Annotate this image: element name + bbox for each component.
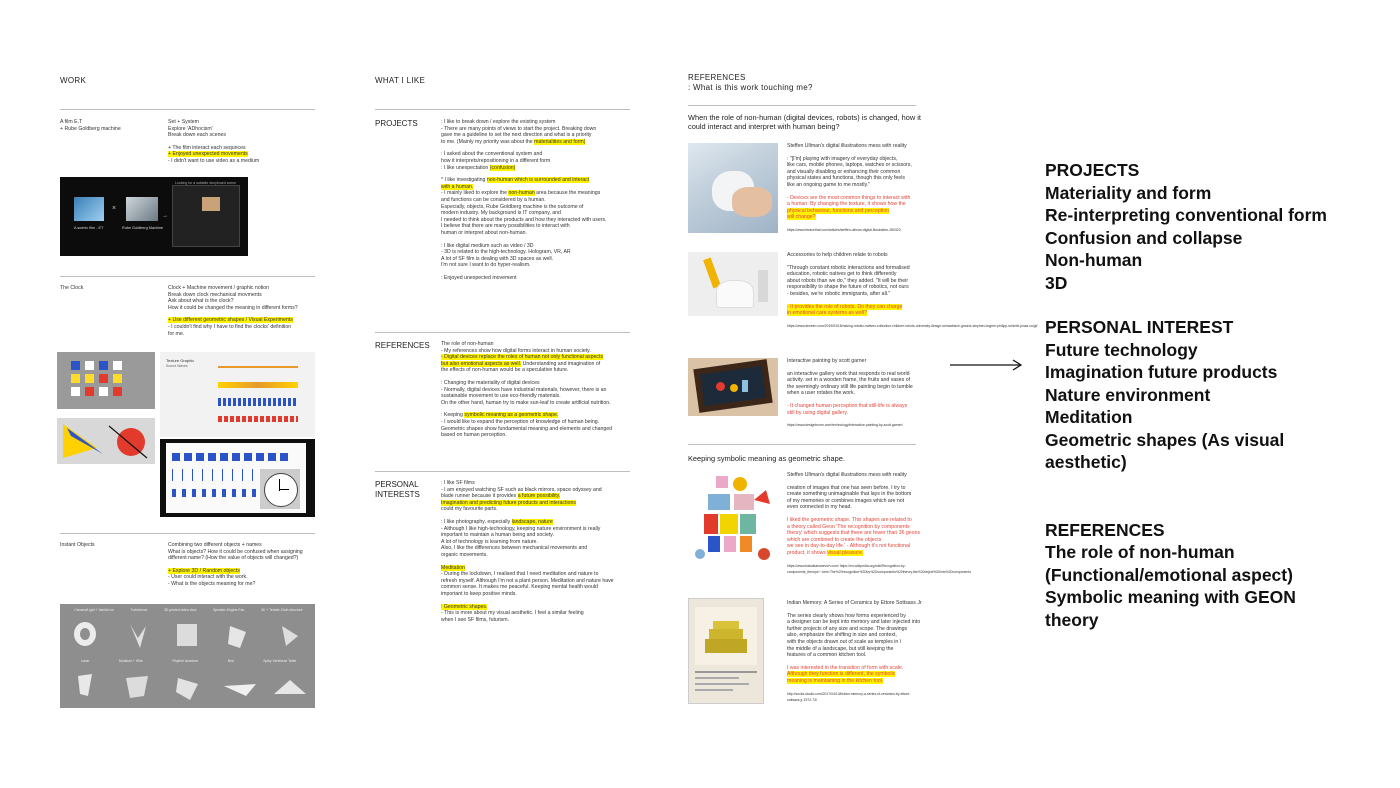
- summary-item: Symbolic meaning with GEON theory: [1045, 587, 1296, 630]
- divider: [60, 533, 315, 534]
- ref5-text: Indian Memory: A Series of Ceramics by Ettore Sottsass Jr The series clearly shows how forms experienced by a designer can be kept into memory and later injected into further projects of any size and scope. The drawings also, emphasize the shifting in size and context, with the objects drawn out of scale as temples in \ the middle of a landscape, but still keeping the features of a common kitchen tool. I was interested in the transition of form with scale. Although they function is different, the symbolic meaning is maintaining in the kitchen tool. http://socks-studio.com/2017/04/13/indian-memory-a-series-of-ceramics-by-ettore-sottsass-jr-1972-73/: [787, 600, 922, 703]
- instant-objects-grid-image: Camera/Light + Vanilla Ice Turbulence 3D printed video view Speaker-Engine-Fan 3D + Tensile Cloth structure Lunar Moisture + Wire Rhythm structure Bed Spiky Vertebrae Table: [60, 604, 315, 708]
- summary-item: (Functional/emotional aspect): [1045, 564, 1293, 585]
- references-label: REFERENCES: [375, 341, 430, 350]
- divider: [375, 332, 630, 333]
- robot-arm-image: [688, 252, 778, 316]
- geometric-poster-image: [57, 418, 155, 464]
- et-notes: Set + System Explore 'ADhocism' Break down each scenes + The film interact each sequnces + Enjoyed unexpected movements - I didn't want to use video as a medium: [168, 119, 260, 164]
- clock-notes: Clock + Machine movement / graphic notion Break down clock mechanical movments Ask about what is the clock? How it could be changed the meaning in different forms? + Use different geometric shapes / Visual Experiments - I couldn't find why I have to find the clocks' definition for me.: [168, 285, 298, 337]
- ref2-text: Accessories to help children relate to robots "Through constant robotic interactions and formalised education, robotic natives get to think differently about robots than we do," they added. "It will be their responsibility to shape the future of robotics, not ours - besides, we're robotic immigrants, after all." - It provides the role of robots. Do they can charge in emotional care systems as well? https://www.dezeen.com/2019/03/18/raising-robotic-natives-collection-children-robots-university-design-schwabisch-gmund-stephan-bogner-philipp-schmitt-jonas-voigt/: [787, 252, 1038, 328]
- et-storyboard-image: × → A scenic film - ET Rube Goldberg Machine Looking for a suitable storyboard scene: [60, 177, 248, 256]
- et-label: A film E.T + Rube Goldberg machine: [60, 119, 121, 132]
- divider: [60, 109, 315, 110]
- references-notes: The role of non-human - My references show how digital forms interact in human society. - Digital devices replace the roles of human not only functional aspects but also emotional aspects as well. Understanding and imagination of the effects of non-human would be a speculative future. : Changing the materiality of digital devices - Normally, digital devices have industrial materials, however, there is an sustainable movement to use eco-friendly materials. On the other hand, human try to make sun-leaf to create artificial nutrition. : Keeping symbolic meaning as a geometric shape. - I would like to expand the perception of knowledge of human being. Geometric shapes show fundamental meaning and elements and changed based on human perception.: [441, 341, 613, 439]
- summary-panel: [1045, 159, 1355, 653]
- references-column-title: REFERENCES : What is this work touching me?: [688, 73, 813, 92]
- projects-label: PROJECTS: [375, 119, 418, 128]
- summary-item: Confusion and collapse: [1045, 227, 1243, 248]
- summary-item: Future technology: [1045, 339, 1198, 360]
- summary-item: Imagination future products: [1045, 362, 1278, 382]
- summary-projects-heading: PROJECTS: [1045, 160, 1140, 180]
- projects-notes: : I like to break down / explore the existing system - There are many points of views to start the project. Breaking down gave me a guideline to set the next direction and what is a priority to me. (Mainly my priority was about the materialities and form) : I asked about the conventional system and how it interprets/repositioning in a different form : I like unexpectation (confusion) * I like investigating non-human which is surrounded and interact with a human. - I mainly liked to explore the non-human area because the meanings and functions can be considered by a human. Especially, objects, Rube Goldberg machine is the outcome of modern industry. My background is IT company, and I needed to think about the products and how they interacted with users. I believe that there are many possibilities to interact with human or interpret about non-human. : I like digital medium such as video / 3D - 3D is related to the high-technology. Hologram, VR, AR A lot of SF film is dealing with 3D spaces as well. I'm not sure I want to do hyper-realism. : Enjoyed unexpected movement: [441, 119, 607, 281]
- shapes-board-image: [57, 352, 155, 409]
- texture-graphic-image: Texture Graphic Sound Waves: [160, 352, 315, 437]
- ref4-text: Steffen Ullman's digital illustrations mess with reality creation of images that one has seen before. I try to create something unimaginable that lays in the bottom of my memories or combines images which are not even connected in my head. I liked the geometric shape. This shapes are related to a theory called Geon 'The recognition by components theory' which suggests that there are fewer than 36 geons which are combined to create the objects we see in day-to-day life.' - Although it's not functional product, it shows visual pleasure. https://www.babaklakanevich.com/ https://en.wikipedia.org/wiki/Recognition-by-components_theory#:~:text=The%20recognition%2Dby%2Dcomponents%20theory,the%20object%20into%20components: [787, 472, 971, 575]
- summary-item: Nature environment: [1045, 384, 1211, 405]
- summary-item: Materiality and form: [1045, 182, 1212, 203]
- interactive-painting-image: [688, 358, 778, 416]
- clock-label: The Clock: [60, 285, 84, 291]
- personal-interests-label: PERSONAL INTERESTS: [375, 480, 420, 499]
- ref3-text: Interactive painting by scott garner an interactive gallery work that responds to real world activity. set in a wooden frame, the fruits and vases of the seemingly ordinary still life painting begin to tumble when a user rotates the work. - It changed human perception that still-life is always still by using digital gallery. https://www.designboom.com/technology/interactive-painting-by-scott-garner/: [787, 358, 913, 428]
- right-arrow-icon: [950, 358, 1026, 377]
- instant-label: Instant Objects: [60, 542, 95, 548]
- references-section2-title: Keeping symbolic meaning as geometric shape.: [688, 454, 845, 463]
- summary-item: 3D: [1045, 272, 1068, 293]
- divider: [60, 276, 315, 277]
- summary-item: Re-interpreting conventional form: [1045, 205, 1327, 225]
- summary-item: Meditation: [1045, 407, 1133, 427]
- interests-notes: : I like SF films - I am enjoyed watching SF such as black mirrors, space odyssey and blade runner because it provides a future possibility. Imagination and predicting future products and interactions could my favourite parts. : I like photography, especially landscape, nature - Although I like high-technology, keeping nature environment is really important to maintain a human being and society. A lot of technology is learning from nature. Also, I like the differences between mechanical movements and organic movements. Meditation - During the lockdown, I realised that I need meditation and nature to refresh myself. Although I'm not a plant person. Meditation and nature have common sense. It makes me peaceful. Keeping mental health would important to keep positive minds. : Geometric shapes. - This is more about my visual aesthetic. I feel a similar feeling when I see SF films, futurism.: [441, 480, 614, 623]
- ref1-text: Steffen Ullman's digital illustrations mess with reality : "[I'm] playing with imagery of everyday objects, like cars, mobile phones, laptops, watches or scissors, and visually disabling or enhancing their common physical states and functions, though this only feels like an ongoing game to me mostly." - Devices are the most common things to interact with a human. By changing the texture, it shows how the physical behaviour, functions and perception will change? https://www.itsnicethat.com/articles/steffen-ullman-digital-illustration-280320: [787, 143, 912, 232]
- work-title: WORK: [60, 76, 87, 85]
- steffen-ullman-hand-image: [688, 143, 778, 233]
- summary-item: Non-human: [1045, 250, 1143, 270]
- summary-item: The role of non-human: [1045, 542, 1235, 562]
- divider: [375, 109, 630, 110]
- references-question: When the role of non-human (digital devices, robots) is changed, how it could interact and interpret with human being?: [688, 113, 921, 131]
- summary-interest-heading: PERSONAL INTEREST: [1045, 317, 1234, 337]
- what-i-like-title: WHAT I LIKE: [375, 76, 426, 85]
- summary-interest: [1045, 316, 1355, 474]
- instant-notes: Combining two different objects + names What is objects? How it could be confused when assigning different name? (How the value of objects will changed?) + Explore 3D / Random objects - User could interact with the work. - What is the objects meaning for me?: [168, 542, 303, 587]
- divider: [688, 444, 916, 445]
- divider: [375, 471, 630, 472]
- summary-references-heading: REFERENCES: [1045, 519, 1165, 540]
- clock-animation-image: [160, 439, 315, 517]
- summary-item: Geometric shapes (As visual aesthetic): [1045, 429, 1285, 472]
- summary-references: [1045, 519, 1355, 632]
- divider: [688, 105, 916, 106]
- indian-memory-page-image: [688, 598, 764, 704]
- summary-projects: [1045, 159, 1355, 294]
- geometric-sculpture-image: [688, 472, 778, 564]
